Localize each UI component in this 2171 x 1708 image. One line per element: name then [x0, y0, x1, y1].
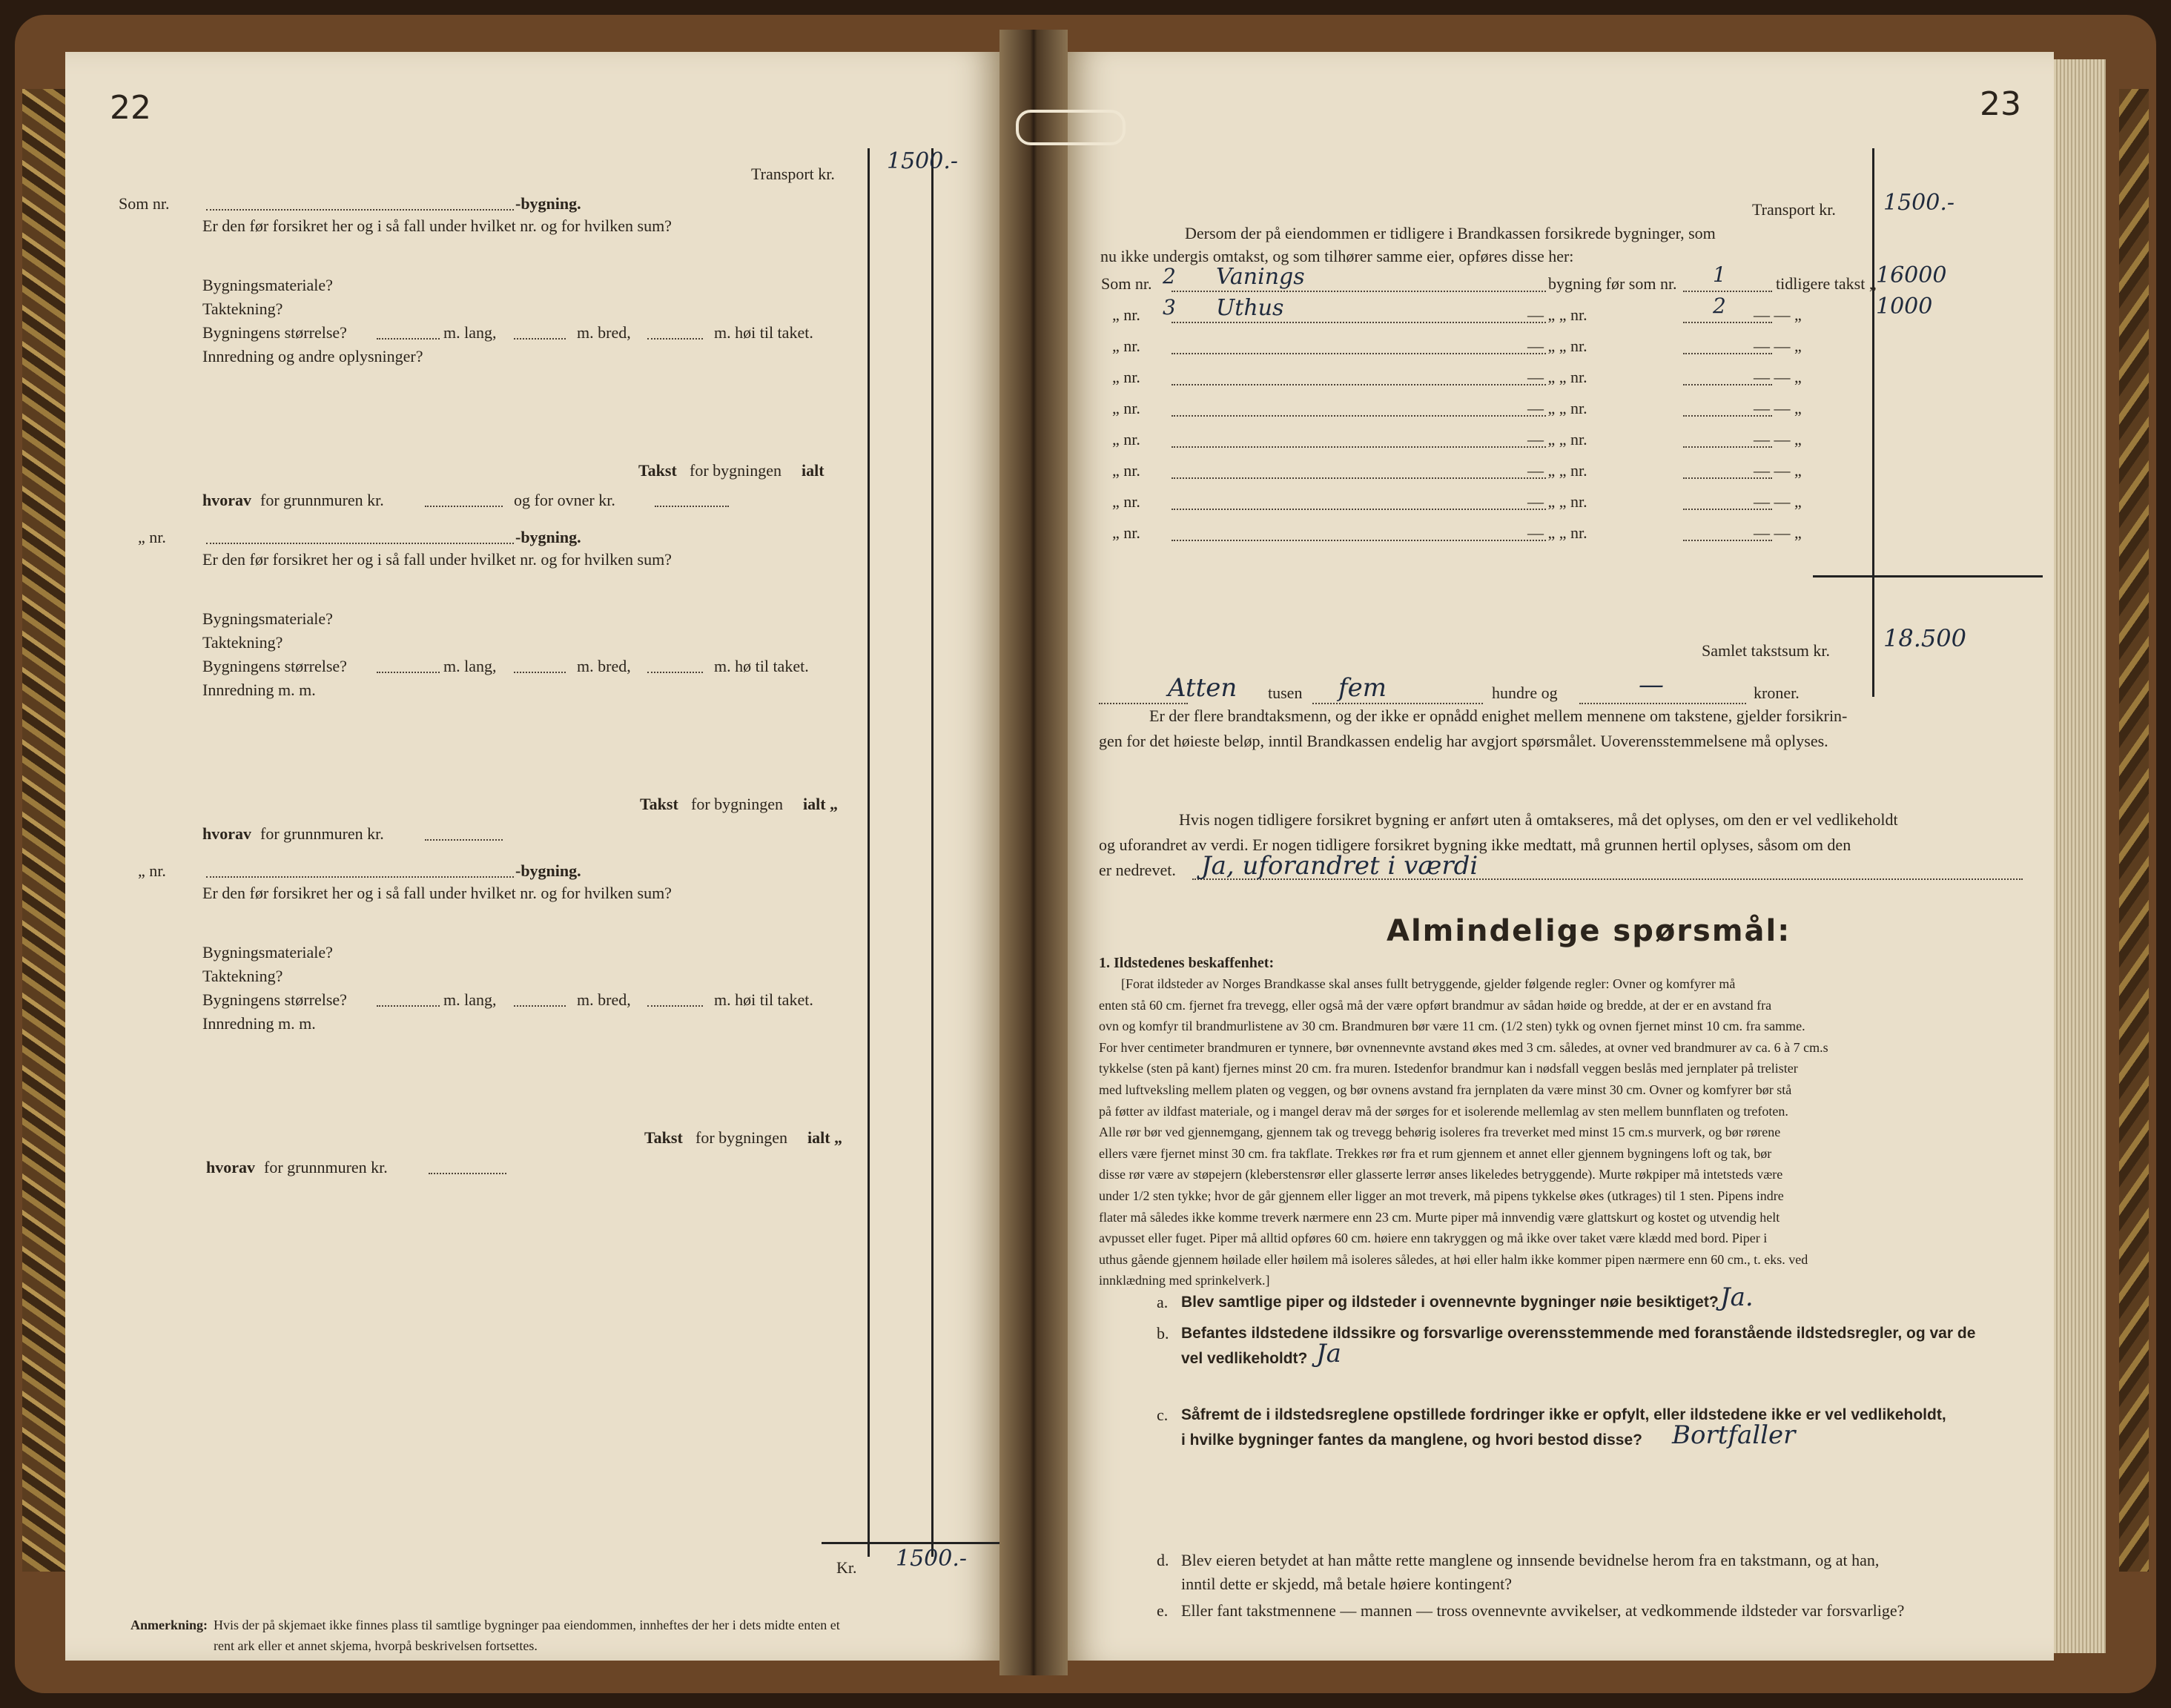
question-d-line-2: inntil dette er skjedd, må betale høiere kontingent?: [1181, 1575, 1512, 1593]
building-name-field[interactable]: [1172, 477, 1546, 479]
previous-insurance-question: Er den før forsikret her og i så fall under hvilket nr. og for hvilken sum?: [202, 884, 672, 902]
question-b-label: b.: [1157, 1324, 1169, 1343]
para1-line-1: Er der flere brandtaksmenn, og der ikke er opnådd enighet mellem mennene om takstene, gjelder forsikrin-: [1149, 706, 1848, 725]
words-hundreds: fem: [1338, 673, 1387, 703]
foundation-value-field[interactable]: [425, 506, 503, 507]
fire-rules-line: ovn og komfyr til brandmurlistene av 30 cm. Brandmuren bør være 11 cm. (1/2 sten) tykk og ovnen fjernet minst 10 cm. fra samme.: [1099, 1019, 1805, 1034]
hvorav-label: hvorav: [202, 824, 251, 843]
building-name-field[interactable]: [1172, 291, 1546, 292]
takst-rest: for bygningen: [695, 1128, 788, 1147]
question-e: Eller fant takstmennene — mannen — tross ovennevnte avvikelser, at vedkommende ildsteder var forsvarlige?: [1181, 1601, 1905, 1620]
bygning-label: -bygning.: [515, 861, 581, 880]
question-d-line-1: Blev eieren betydet at han måtte rette manglene og innsende bevidnelse herom fra en takstmann, og at han,: [1181, 1551, 1880, 1569]
block-prefix: „ nr.: [138, 528, 166, 546]
row-mid: — „ „ nr.: [1527, 399, 1587, 417]
row-mid: — „ „ nr.: [1527, 461, 1587, 480]
length-unit: m. lang,: [443, 990, 497, 1009]
row-mid: — „ „ nr.: [1527, 368, 1587, 386]
fire-rules-line: uthus gående gjennem høilade eller høilem må isoleres således, at høi eller halm ikke kommer pipen nærmere enn 60 cm., t. eks. ved: [1099, 1251, 1808, 1267]
foundation-value-field[interactable]: [429, 1173, 506, 1174]
row-tail: — — „: [1754, 461, 1802, 480]
kroner-field[interactable]: [1579, 703, 1746, 704]
answer-a: Ja.: [1720, 1282, 1754, 1312]
row-old-nr: 1: [1713, 262, 1726, 287]
row-tail: — — „: [1754, 399, 1802, 417]
takst-rest: for bygningen: [690, 461, 782, 480]
row-prefix: „ nr.: [1112, 305, 1140, 324]
row-prefix: „ nr.: [1112, 368, 1140, 386]
building-name-field[interactable]: [1172, 415, 1546, 417]
transport-label: Transport kr.: [751, 165, 835, 183]
row-tail: tidligere takst „: [1776, 274, 1877, 293]
transport-value: 1500.-: [1883, 190, 1955, 216]
page-number: 23: [1980, 85, 2021, 123]
height-field[interactable]: [647, 1005, 703, 1007]
length-field[interactable]: [377, 1005, 440, 1007]
words-kroner-value: —: [1639, 670, 1664, 700]
hundre-label: hundre og: [1492, 683, 1558, 702]
bygning-label: -bygning.: [515, 194, 581, 213]
hvorav-rest: for grunnmuren kr.: [260, 491, 384, 509]
para2-answer: Ja, uforandret i værdi: [1201, 851, 1478, 881]
takst-label: Takst: [644, 1128, 683, 1147]
answer-b: Ja: [1316, 1339, 1341, 1368]
row-prefix: „ nr.: [1112, 337, 1140, 355]
words-thousands: Atten: [1168, 673, 1237, 703]
ovner-label: og for ovner kr.: [514, 491, 615, 509]
building-name-field[interactable]: [206, 876, 514, 878]
fire-rules-line: innklædning med sprinkelverk.]: [1099, 1273, 1270, 1288]
row-mid: bygning før som nr.: [1548, 274, 1677, 293]
length-unit: m. lang,: [443, 657, 497, 675]
width-unit: m. bred,: [577, 990, 631, 1009]
note-line-1: Hvis der på skjemaet ikke finnes plass til samtlige bygninger paa eiendommen, innheftes der her i dets midte enten et: [214, 1618, 840, 1632]
building-name-field[interactable]: [1172, 446, 1546, 448]
amount-column-rule: [868, 148, 870, 1557]
kroner-label: kroner.: [1754, 683, 1800, 702]
takst-rest: for bygningen: [691, 795, 784, 813]
hundreds-field[interactable]: [1312, 703, 1483, 704]
intro-line-1: Dersom der på eiendommen er tidligere i Brandkassen forsikrede bygninger, som: [1185, 224, 1716, 242]
takst-label: Takst: [638, 461, 677, 480]
row-prefix: „ nr.: [1112, 399, 1140, 417]
question-b-line-2: vel vedlikeholdt?: [1181, 1350, 1308, 1367]
fire-rules-line: under 1/2 sten tykke; hvor de går gjennem eller ligger an mot treverk, må pipens tykkelse økes (utkrages) til 1 sten. Pipens indre: [1099, 1188, 1784, 1203]
block-prefix: „ nr.: [138, 861, 166, 880]
left-page: [65, 52, 999, 1661]
row-tail: — — „: [1754, 337, 1802, 355]
ialt-label: ialt: [802, 461, 825, 480]
interior-label: Innredning og andre oplysninger?: [202, 347, 423, 365]
row-tail: — — „: [1754, 430, 1802, 448]
transport-label: Transport kr.: [1752, 200, 1836, 219]
height-unit: m. høi til taket.: [714, 990, 813, 1009]
building-name-field[interactable]: [1172, 353, 1546, 354]
question-d-label: d.: [1157, 1551, 1169, 1569]
width-field[interactable]: [514, 672, 566, 673]
fire-rules-line: ellers være fjernet minst 30 cm. fra takflate. Trekkes rør fra et rum gjennem et annet eller gjennem bygningens loft og tak, bør: [1099, 1145, 1772, 1161]
row-nr: 3: [1163, 295, 1176, 320]
building-name-field[interactable]: [1172, 540, 1546, 541]
thousands-field[interactable]: [1099, 703, 1188, 704]
row-value: 1000: [1876, 294, 1933, 320]
length-unit: m. lang,: [443, 323, 497, 342]
value-column-rule: [1872, 148, 1874, 697]
note-line-2: rent ark eller et annet skjema, hvorpå beskrivelsen fortsettes.: [214, 1638, 538, 1653]
previous-insurance-question: Er den før forsikret her og i så fall under hvilket nr. og for hvilken sum?: [202, 550, 672, 569]
sum-rule: [1813, 575, 2043, 577]
interior-label: Innredning m. m.: [202, 681, 316, 699]
size-label: Bygningens størrelse?: [202, 657, 347, 675]
note-label: Anmerkning:: [130, 1618, 208, 1632]
fire-rules-line: flater må således ikke komme treverk nærmere enn 23 cm. Murte piper må innvendig være glattskurt og kostet og utvendig helt: [1099, 1209, 1780, 1225]
section-1-label: 1. Ildstedenes beskaffenhet:: [1099, 955, 1275, 971]
fire-rules-line: Alle rør bør ved gjennemgang, gjennem tak og trevegg behørig isoleres fra treverket med minst 15 cm.s murverk, og bør rørene: [1099, 1125, 1781, 1140]
roof-label: Taktekning?: [202, 633, 283, 652]
fire-rules-line: enten stå 60 cm. fjernet fra trevegg, eller også må der være opført brandmur av sådan høide og bredde, at der er en avstand fra: [1099, 997, 1772, 1013]
para2-line-1: Hvis nogen tidligere forsikret bygning er anført uten å omtakseres, må det oplyses, om den er vel vedlikeholdt: [1179, 810, 1898, 829]
hvorav-rest: for grunnmuren kr.: [260, 824, 384, 843]
row-prefix: „ nr.: [1112, 461, 1140, 480]
binding-thread: [1016, 110, 1126, 145]
row-tail: — — „: [1754, 523, 1802, 542]
question-b-line-1: Befantes ildstedene ildssikre og forsvarlige overensstemmende med foranstående ildstedsregler, og var de: [1181, 1325, 1976, 1342]
sum-label: Samlet takstsum kr.: [1702, 641, 1830, 660]
row-tail: — — „: [1754, 368, 1802, 386]
row-mid: — „ „ nr.: [1527, 492, 1587, 511]
bygning-label: -bygning.: [515, 528, 581, 546]
stoves-value-field[interactable]: [655, 506, 729, 507]
question-c-label: c.: [1157, 1406, 1169, 1424]
building-name-field[interactable]: [1172, 384, 1546, 385]
block-prefix: Som nr.: [119, 194, 170, 213]
right-page: [1068, 52, 2054, 1661]
row-old-nr: 2: [1713, 294, 1726, 318]
question-e-label: e.: [1157, 1601, 1169, 1620]
building-name-field[interactable]: [1172, 509, 1546, 510]
tusen-label: tusen: [1268, 683, 1303, 702]
total-rule: [822, 1542, 999, 1544]
material-label: Bygningsmateriale?: [202, 943, 333, 961]
hvorav-label: hvorav: [206, 1158, 255, 1176]
row-prefix: „ nr.: [1112, 492, 1140, 511]
fire-rules-line: med luftveksling mellem platen og veggen, og bør ovnens avstand fra jernplaten da være minst 30 cm. Ovner og komfyrer bør stå: [1099, 1082, 1792, 1097]
building-name-field[interactable]: [1172, 322, 1546, 323]
height-field[interactable]: [647, 672, 703, 673]
material-label: Bygningsmateriale?: [202, 609, 333, 628]
question-a-label: a.: [1157, 1293, 1169, 1311]
roof-label: Taktekning?: [202, 299, 283, 318]
row-prefix: „ nr.: [1112, 523, 1140, 542]
building-name-field[interactable]: [206, 543, 514, 544]
ialt-label: ialt „: [803, 795, 839, 813]
question-c-line-2: i hvilke bygninger fantes da manglene, og hvori bestod disse?: [1181, 1431, 1642, 1449]
amount-column-rule-right: [931, 148, 934, 1557]
length-field[interactable]: [377, 672, 440, 673]
ialt-label: ialt „: [807, 1128, 843, 1147]
book-gutter: [999, 30, 1068, 1675]
total-label: Kr.: [836, 1558, 857, 1577]
row-mid: — „ „ nr.: [1527, 337, 1587, 355]
total-value: 1500.-: [896, 1546, 968, 1572]
width-unit: m. bred,: [577, 657, 631, 675]
length-field[interactable]: [377, 338, 440, 340]
fire-rules-line: tykkelse (sten på kant) fjernes minst 20 cm. fra muren. Istedenfor brandmur kan i nødsfall veggen beslås med jernplater på trelister: [1099, 1061, 1798, 1076]
material-label: Bygningsmateriale?: [202, 276, 333, 294]
section-heading: Almindelige spørsmål:: [1387, 914, 1791, 948]
size-label: Bygningens størrelse?: [202, 323, 347, 342]
hvorav-rest: for grunnmuren kr.: [264, 1158, 388, 1176]
takst-label: Takst: [640, 795, 678, 813]
row-mid: — „ „ nr.: [1527, 523, 1587, 542]
para2-line-3: er nedrevet.: [1099, 861, 1176, 879]
marbled-edge-right: [2119, 89, 2149, 1572]
row-prefix: „ nr.: [1112, 430, 1140, 448]
fire-rules-line: på føtter av ildfast materiale, og i mangel derav må der sørges for et isolerende mellemlag av sten mellem bunnflaten og trefoten.: [1099, 1103, 1788, 1119]
row-tail: — — „: [1754, 492, 1802, 511]
foundation-value-field[interactable]: [425, 839, 503, 841]
sum-value: 18.500: [1883, 624, 1966, 652]
size-label: Bygningens størrelse?: [202, 990, 347, 1009]
fire-rules-line: avpusset eller fuget. Piper må alltid opføres 60 cm. høiere enn takryggen og må ikke over taket være klædd med bord. Piper i: [1099, 1231, 1768, 1246]
building-name-field[interactable]: [206, 209, 514, 211]
intro-line-2: nu ikke undergis omtakst, og som tilhører samme eier, opføres disse her:: [1100, 247, 1574, 265]
answer-c: Bortfaller: [1672, 1420, 1796, 1450]
row-value: 16000: [1876, 262, 1947, 288]
row-tail: — — „: [1754, 305, 1802, 324]
row-mid: — „ „ nr.: [1527, 430, 1587, 448]
height-unit: m. hø til taket.: [714, 657, 809, 675]
row-name: Uthus: [1216, 295, 1284, 321]
height-field[interactable]: [647, 338, 703, 340]
width-unit: m. bred,: [577, 323, 631, 342]
height-unit: m. høi til taket.: [714, 323, 813, 342]
para1-line-2: gen for det høieste beløp, inntil Brandkassen endelig har avgjort spørsmålet. Uoverensstemmelsene må oplyses.: [1099, 732, 1828, 750]
fire-rules-line: disse rør være av støpejern (kleberstensrør eller glasserte lerrør anses likeledes betryggende). Murte røkpiper må intetsteds være: [1099, 1167, 1783, 1182]
question-a: Blev samtlige piper og ildsteder i ovennevnte bygninger nøie besiktiget?: [1181, 1294, 1719, 1311]
fire-rules-line: [Forat ildsteder av Norges Brandkasse skal anses fullt betryggende, gjelder følgende regler: Ovner og komfyrer må: [1121, 976, 1736, 991]
hvorav-label: hvorav: [202, 491, 251, 509]
roof-label: Taktekning?: [202, 967, 283, 985]
para2-line-2: og uforandret av verdi. Er nogen tidligere forsikret bygning ikke medtatt, må grunnen hertil oplyses, såsom om den: [1099, 835, 1851, 854]
row-nr: 2: [1163, 264, 1176, 288]
interior-label: Innredning m. m.: [202, 1014, 316, 1033]
row-prefix: Som nr.: [1101, 274, 1152, 293]
page-edges: [2054, 59, 2106, 1653]
row-mid: — „ „ nr.: [1527, 305, 1587, 324]
fire-rules-line: For hver centimeter brandmuren er tynnere, bør ovnennevnte avstand økes med 3 cm. således, at ovner ved brandmurer av ca. 6 à 7 cm.s: [1099, 1039, 1828, 1055]
width-field[interactable]: [514, 1005, 566, 1007]
question-c-line-1: Såfremt de i ildstedsreglene opstillede fordringer ikke er opfylt, eller ildstedene ikke er vel vedlikeholdt,: [1181, 1406, 1946, 1423]
previous-insurance-question: Er den før forsikret her og i så fall under hvilket nr. og for hvilken sum?: [202, 216, 672, 235]
width-field[interactable]: [514, 338, 566, 340]
transport-value: 1500.-: [887, 148, 959, 174]
old-nr-field[interactable]: [1683, 291, 1772, 292]
page-number: 22: [110, 89, 151, 127]
row-name: Vanings: [1216, 264, 1305, 290]
